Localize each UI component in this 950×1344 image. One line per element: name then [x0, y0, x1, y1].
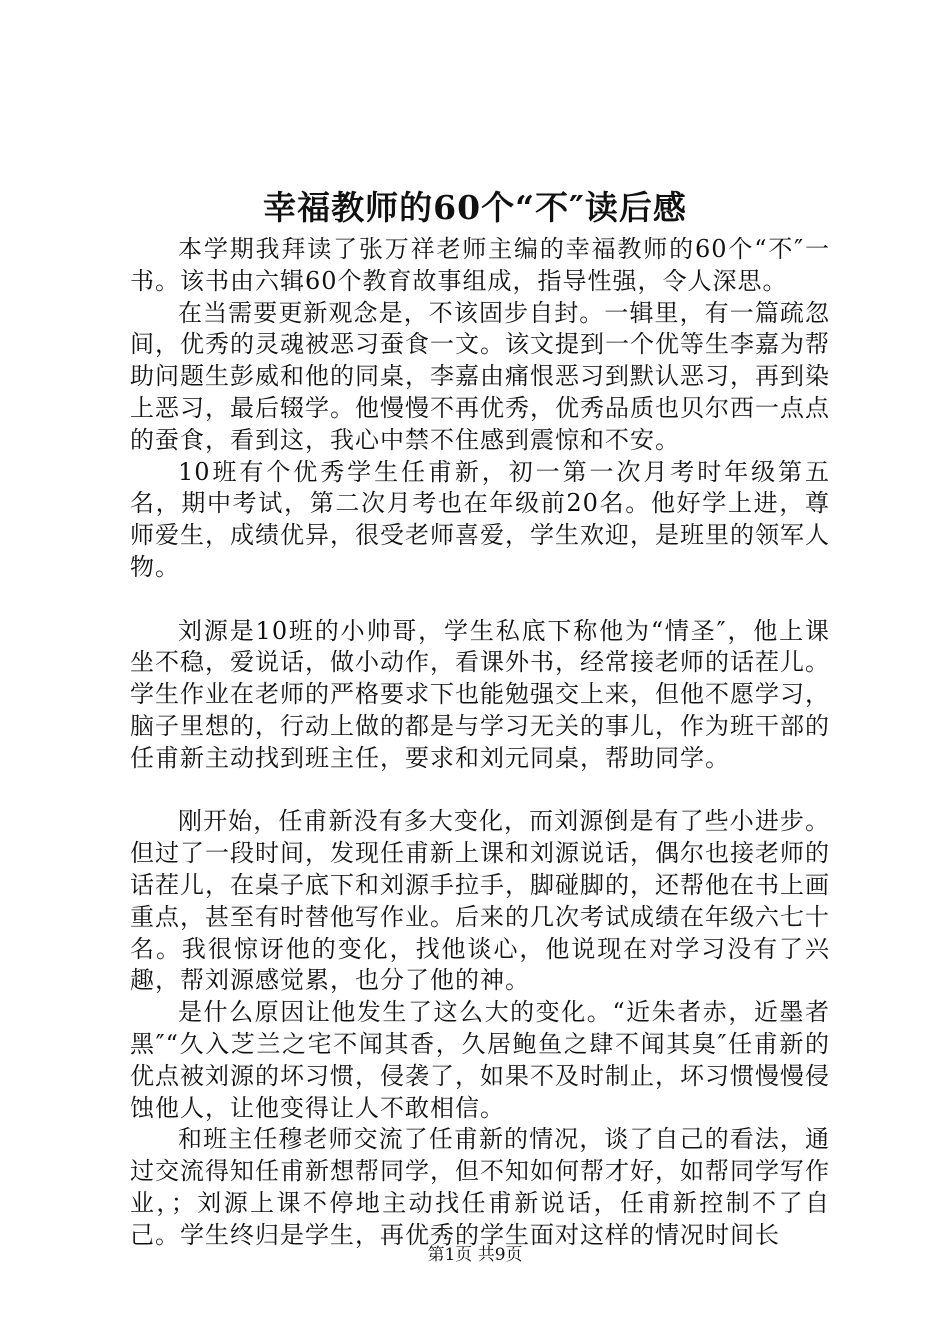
paragraph: 是什么原因让他发生了这么大的变化。“近朱者赤，近墨者黑″“久入芝兰之宅不闻其香，久居鲍鱼之肆不闻其臭″任甫新的优点被刘源的坏习惯，侵袭了，如果不及时制止，坏习惯慢慢侵蚀他人，让他变得让人不敢相信。 — [130, 998, 830, 1122]
paragraph: 本学期我拜读了张万祥老师主编的幸福教师的60个“不″一书。该书由六辑60个教育故事组成，指导性强，令人深思。 — [130, 235, 830, 295]
document-title: 幸福教师的60个“不″读后感 — [263, 188, 687, 227]
paragraph: 刘源是10班的小帅哥，学生私底下称他为“情圣″，他上课坐不稳，爱说话，做小动作，看课外书，经常接老师的话茬儿。学生作业在老师的严格要求下也能勉强交上来，但他不愿学习，脑子里想的，行动上做的都是与学习无关的事儿，作为班干部的任甫新主动找到班主任，要求和刘元同桌，帮助同学。 — [130, 616, 830, 772]
paragraph: 10班有个优秀学生任甫新，初一第一次月考时年级第五名，期中考试，第二次月考也在年级前20名。他好学上进，尊师爱生，成绩优异，很受老师喜爱，学生欢迎，是班里的领军人物。 — [130, 457, 830, 581]
paragraph: 刚开始，任甫新没有多大变化，而刘源倒是有了些小进步。但过了一段时间，发现任甫新上课和刘源说话，偶尔也接老师的话茬儿，在桌子底下和刘源手拉手，脚碰脚的，还帮他在书上画重点，甚至有时替他写作业。后来的几次考试成绩在年级六七十名。我很惊讶他的变化，找他谈心，他说现在对学习没有了兴趣，帮刘源感觉累，也分了他的神。 — [130, 807, 830, 995]
document-body — [130, 234, 830, 1252]
paragraph: 和班主任穆老师交流了任甫新的情况，谈了自己的看法，通过交流得知任甫新想帮同学，但不知如何帮才好，如帮同学写作业，；刘源上课不停地主动找任甫新说话，任甫新控制不了自己。学生终归是学生，再优秀的学生面对这样的情况时间长 — [130, 1125, 830, 1249]
page-footer: 第1页 共9页 — [427, 1245, 523, 1265]
paragraph: 在当需要更新观念是，不该固步自封。一辑里，有一篇疏忽间，优秀的灵魂被恶习蚕食一文。该文提到一个优等生李嘉为帮助问题生彭威和他的同桌，李嘉由痛恨恶习到默认恶习，再到染上恶习，最后辍学。他慢慢不再优秀，优秀品质也贝尔西一点点的蚕食，看到这，我心中禁不住感到震惊和不安。 — [130, 298, 830, 454]
